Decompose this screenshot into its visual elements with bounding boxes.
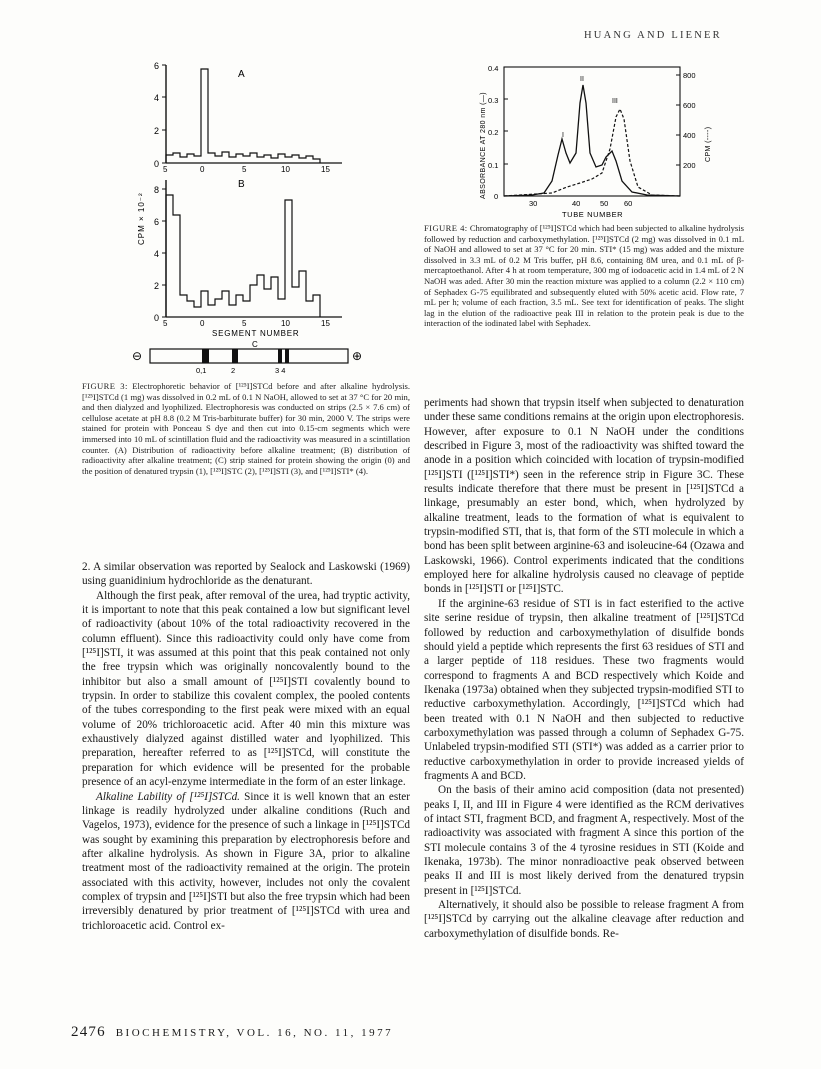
x-tick: 50: [600, 199, 609, 208]
journal-citation: BIOCHEMISTRY, VOL. 16, NO. 11, 1977: [115, 1027, 394, 1039]
cpm-curve: [504, 109, 680, 196]
caption-label: FIGURE 4:: [424, 223, 468, 233]
strip-anode-icon: ⊕: [352, 349, 363, 363]
paragraph: [82, 790, 410, 933]
strip-label: 3 4: [275, 366, 286, 375]
x-tick: 0: [200, 165, 205, 174]
paragraph: periments had shown that trypsin itself when subjected to denaturation under these same conditions remains at the origin upon electrophoresis. However, after exposure to 0.1 N NaOH under the conditions described in Figure 3, most of the radioactivity was shifted toward the anode in a position which coincided with location of trypsin-modified [¹²⁵I]STI ([¹²⁵I]STI*) seen in the reference strip in Figure 3C. These results indicate therefore that there must be present in [¹²⁵I]STCd a linkage, presumably an ester bond, which, when hydrolyzed by alkaline treatment, leads to the formation of what is equivalent to trypsin-modified STI, that is, that form of the STI molecule in which a bond has been split between arginine-63 and isoleucine-64 (Ozawa and Laskowski, 1966). Control experiments indicated that the conditions employed here for alkaline hydrolysis caused no cleavage of peptide bonds in [¹²⁵I]STI or [¹²⁵I]STC.: [424, 397, 745, 596]
y-right-tick: 400: [683, 131, 696, 140]
peak-label: II: [580, 76, 584, 83]
paragraph: If the arginine-63 residue of STI is in fact esterified to the active site serine residue of trypsin, then alkaline treatment of [¹²⁵I]STCd followed by reduction and carboxymethylation of disulfide bonds should yield a peptide which represents the first 63 residues of STI and a larger peptide of 118 residues. These two fragments would correspond to fragments A and BCD respectively which Koide and Ikenaka (1973a) obtained when they subjected trypsin-modified STI to reductive carboxymethylation. Accordingly, [¹²⁵I]STCd which had been treated with 0.1 N NaOH and then subjected to reductive carboxymethylation was passed through a column of Sephadex G-75. Unlabeled trypsin-modified STI (STI*) was added as a carrier prior to reductive carboxymethylation in order to provide increased yields of fragments A and BCD.: [424, 597, 744, 782]
footer: [71, 1024, 393, 1041]
y-left-tick: 0: [494, 192, 499, 201]
fig3-panel-b: [137, 179, 342, 338]
x-tick: 10: [281, 319, 290, 328]
x-tick: 15: [321, 319, 330, 328]
left-column: [82, 560, 410, 933]
y-right-label: CPM (----): [705, 126, 712, 162]
fig3-panel-a: [154, 61, 342, 174]
a-y-tick: 6: [154, 61, 160, 71]
y-left-tick: 0.1: [488, 161, 499, 170]
histogram-b: [166, 195, 320, 317]
peak-label: I: [562, 132, 564, 139]
y-left-tick: 0.2: [488, 128, 499, 137]
figure-4-caption: [424, 223, 744, 329]
running-head: HUANG AND LIENER: [584, 30, 722, 41]
y-axis-label: CPM × 10⁻²: [137, 192, 146, 245]
b-y-tick: 0: [154, 313, 160, 323]
page-number: 2476: [71, 1024, 106, 1040]
x-tick: 5: [163, 165, 168, 174]
caption-text: Electrophoretic behavior of [¹²⁵I]STCd before and after alkaline hydrolysis. [¹²⁵I]STCd (1 mg) was dissolved in 0.2 mL of 0.1 N NaOH, allowed to set at 37 °C for 20 min, and then dialyzed and lyophilized. Electrophoresis was conducted on strips (2.5 × 7.6 cm) of cellulose acetate at pH 8.8 (0.2 M Tris-barbiturate buffer) for 30 min, 2000 V. The strips were stained for protein with Ponceau S dye and then cut into 0.15-cm segments which were immersed into 10 mL of scintillation fluid and the radioactivity was measured in a scintillation counter. (A) Distribution of radioactivity before alkaline treatment; (B) distribution of radioactivity after alkaline treatment; (C) strip stained for protein showing the origin (0) and the position of denatured trypsin (1), [¹²⁵I]STC (2), [¹²⁵I]STI (3), and [¹²⁵I]STI* (4).: [82, 381, 410, 476]
x-tick: 5: [242, 165, 247, 174]
y-right-tick: 200: [683, 161, 696, 170]
x-axis-label: TUBE NUMBER: [562, 210, 624, 219]
x-tick: 40: [572, 199, 581, 208]
paragraph: 2. A similar observation was reported by Sealock and Laskowski (1969) using guanidinium hydrochloride as the denaturant.: [82, 561, 410, 588]
y-left-tick: 0.4: [488, 64, 499, 73]
a-y-tick: 0: [154, 159, 160, 169]
a-y-tick: 4: [154, 93, 160, 103]
strip-label: 0,1: [196, 366, 207, 375]
strip-cathode-icon: ⊖: [132, 349, 143, 363]
b-y-tick: 8: [154, 185, 160, 195]
x-tick: 60: [624, 199, 633, 208]
section-heading: Alkaline Lability of [¹²⁵I]STCd.: [96, 790, 240, 803]
caption-label: FIGURE 3:: [82, 381, 128, 391]
panel-b-label: B: [238, 179, 245, 190]
b-y-tick: 2: [154, 281, 160, 291]
x-tick: 5: [242, 319, 247, 328]
peak-label: III: [612, 98, 618, 105]
y-left-tick: 0.3: [488, 96, 499, 105]
figure-3-caption: [82, 381, 410, 476]
x-tick: 15: [321, 165, 330, 174]
panel-a-label: A: [238, 69, 245, 80]
y-left-label: ABSORBANCE AT 280 nm (—): [480, 92, 487, 199]
panel-c-label: C: [252, 340, 258, 349]
y-right-tick: 600: [683, 101, 696, 110]
paragraph: Although the first peak, after removal of the urea, had tryptic activity, it is important to note that this peak contained a low but significant level of radioactivity (about 10% of the total radioactivity recovered in the column effluent). Since this radioactivity could only have come from [¹²⁵I]STI, it was assumed at this point that this peak contained not only the free trypsin which was originally noncovalently bound to the inhibitor but also a small amount of [¹²⁵I]STI covalently bound to trypsin. In order to stabilize this covalent complex, the pooled contents of the tubes corresponding to the first peak were mixed with an equal volume of 20% trichloroacetic acid. After 40 min this mixture was exhaustively dialyzed against distilled water and lyophilized. This preparation, hereafter referred to as [¹²⁵I]STCd, will constitute the preparation for which evidence will be presented for the probable presence of an acyl-enzyme intermediate in the form of an ester linkage.: [82, 589, 410, 789]
a-y-tick: 2: [154, 126, 160, 136]
x-tick: 30: [529, 199, 538, 208]
figure-3: [130, 55, 370, 375]
b-y-tick: 4: [154, 249, 160, 259]
right-column: [424, 396, 744, 941]
caption-text: Chromatography of [¹²⁵I]STCd which had been subjected to alkaline hydrolysis followed by reduction and carboxymethylation. [¹²⁵I]STCd (2 mg) was dissolved in 0.1 mL of NaOH and allowed to set at 37 °C for 20 min. STI* (15 mg) was added and the mixture dissolved in 3.3 mL of 0.2 M Tris buffer, pH 8.6, containing 8M urea, and 0.1 mL of β-mercaptoethanol. After 4 h at room temperature, 300 mg of iodoacetic acid in 1.4 mL of 2 N NaOH was aded. After 30 min the reaction mixture was applied to a column (2.2 × 110 cm) of Sephadex G-75 equilibrated and subsequently eluted with 50% acetic acid. Flow rate, 7 mL per h; volume of each fraction, 3.5 mL. See text for identification of peaks. The slight lag in the elution of the radioactive peak III in relation to the protein peak is due to the interaction of the iodinated label with Sephadex.: [424, 223, 745, 329]
x-tick: 10: [281, 165, 290, 174]
x-tick: 0: [200, 319, 205, 328]
paragraph: On the basis of their amino acid composition (data not presented) peaks I, II, and III in Figure 4 were identified as the RCM derivatives of intact STI, fragment BCD, and fragment A, respectively. Most of the radioactivity was associated with fragment A since this portion of the STI molecule contains 3 of the 4 tyrosine residues in STI (Koide and Ikenaka, 1973b). The minor nonradioactive peak observed between peaks II and III is most likely derived from the denatured trypsin present in [¹²⁵I]STCd.: [424, 784, 744, 897]
b-y-tick: 6: [154, 217, 160, 227]
x-axis-label: SEGMENT NUMBER: [212, 329, 300, 338]
x-tick: 5: [163, 319, 168, 328]
figure-4: [472, 57, 718, 222]
strip-label: 2: [231, 366, 236, 375]
paragraph: Alternatively, it should also be possible to release fragment A from [¹²⁵I]STCd by carrying out the alkaline cleavage after reduction and carboxymethylation of disulfide bonds. Re-: [424, 899, 744, 940]
paragraph-text: Since it is well known that an ester linkage is readily hydrolyzed under alkaline conditions (Ruch and Vagelos, 1973), evidence for the presence of such a linkage in [¹²⁵I]STCd was sought by examining this preparation by electrophoresis before and after alkaline hydrolysis. As shown in Figure 3A, prior to alkaline treatment most of the radioactivity remained at the origin. The protein associated with this activity, however, includes not only the covalent complex of trypsin and [¹²⁵I]STI but also the free trypsin which had been irreversibly denatured by prior treatment of [¹²⁵I]STCd with urea and trichloroacetic acid. Control ex-: [82, 790, 410, 932]
histogram-a: [166, 69, 320, 163]
y-right-tick: 800: [683, 71, 696, 80]
fig3-panel-c: [132, 340, 362, 375]
